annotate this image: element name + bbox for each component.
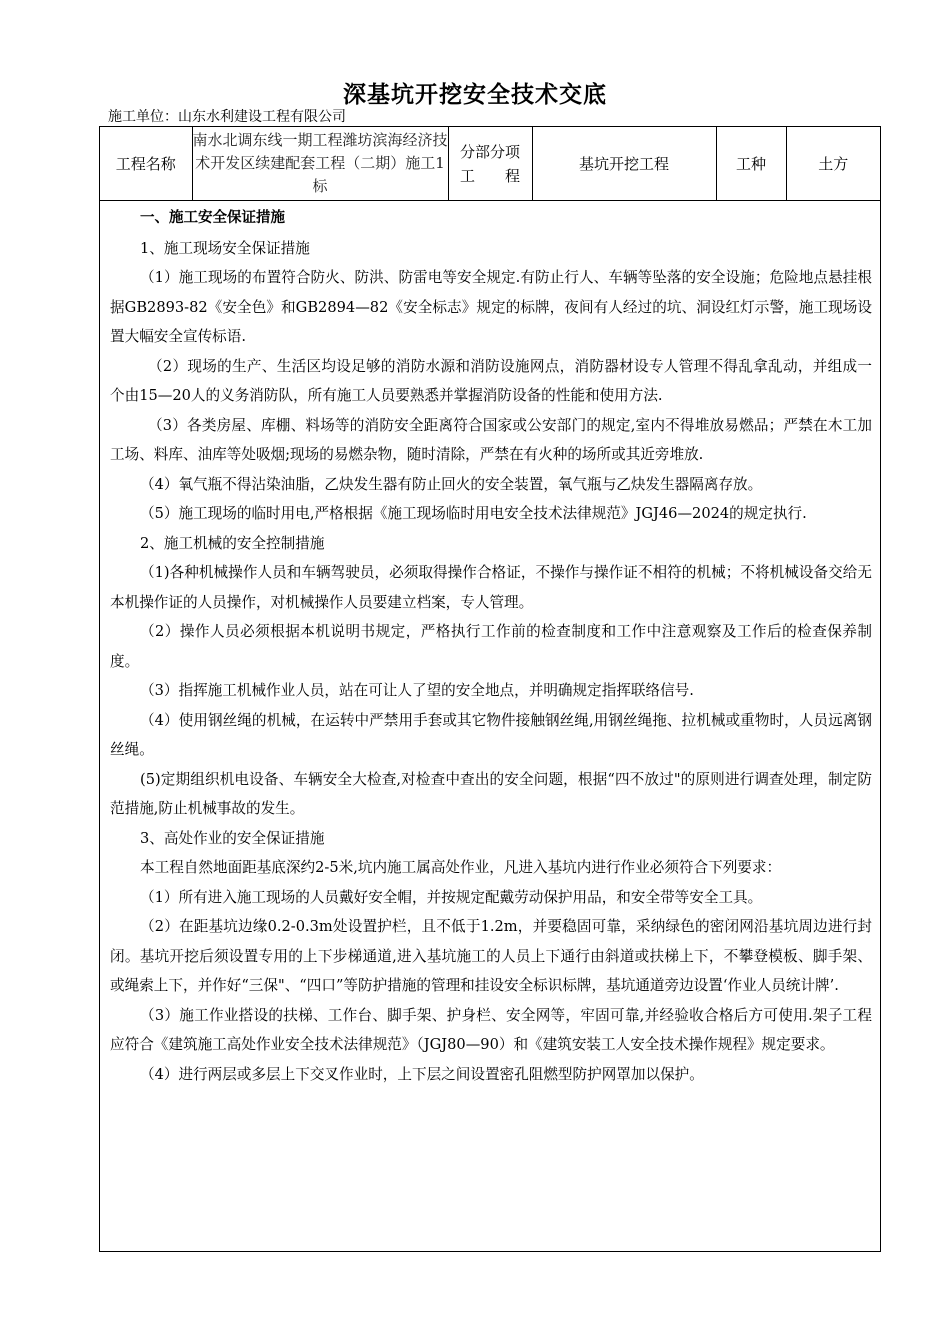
paragraph: （1）施工现场的布置符合防火、防洪、防雷电等安全规定.有防止行人、车辆等坠落的安全设施；危险地点悬挂根据GB2893-82《安全色》和GB2894—82《安全标志》规定的标牌，夜间有人经过的坑、洞设红灯示警，施工现场设置大幅安全宣传标语. — [110, 269, 872, 345]
paragraph: （1)各种机械操作人员和车辆驾驶员，必须取得操作合格证，不操作与操作证不相符的机械；不将机械设备交给无本机操作证的人员操作，对机械操作人员要建立档案，专人管理。 — [110, 564, 872, 611]
trade-label: 工种 — [716, 127, 786, 201]
document-title: 深基坑开挖安全技术交底 — [343, 82, 607, 108]
subsection-title-2: 2、施工机械的安全控制措施 — [140, 534, 325, 552]
project-name-label: 工程名称 — [100, 127, 192, 201]
disclosure-form — [99, 126, 881, 1252]
sub-project-label-line1: 分部分项 — [459, 142, 520, 161]
construction-unit: 施工单位：山东水利建设工程有限公司 — [108, 109, 346, 125]
content-body — [110, 204, 872, 1089]
subsection-title-1: 1、施工现场安全保证措施 — [140, 239, 310, 257]
paragraph: 本工程自然地面距基底深约2-5米,坑内施工属高处作业，凡进入基坑内进行作业必须符合下列要求： — [140, 859, 782, 876]
sub-project-label-line2: 工 程 — [459, 166, 520, 185]
paragraph: (5)定期组织机电设备、车辆安全大检查,对检查中查出的安全问题，根据“四不放过"的原则进行调查处理，制定防范措施,防止机械事故的发生。 — [110, 770, 872, 817]
sub-project-label — [448, 127, 532, 201]
section-heading: 一、施工安全保证措施 — [140, 210, 285, 226]
header-table — [100, 127, 880, 201]
sub-project-value: 基坑开挖工程 — [532, 127, 716, 201]
paragraph: （5）施工现场的临时用电,严格根据《施工现场临时用电安全技术法律规范》JGJ46—2024的规定执行. — [140, 505, 807, 522]
trade-value: 土方 — [786, 127, 880, 201]
paragraph: （2）现场的生产、生活区均设足够的消防水源和消防设施网点，消防器材设专人管理不得乱拿乱动，并组成一个由15—20人的义务消防队，所有施工人员要熟悉并掌握消防设备的性能和使用方法. — [110, 357, 872, 404]
paragraph: （3）施工作业搭设的扶梯、工作台、脚手架、护身栏、安全网等，牢固可靠,并经验收合格后方可使用.架子工程应符合《建筑施工高处作业安全技术法律规范》（JGJ80—90）和《建筑安装工人安全技术操作规程》规定要求。 — [110, 1006, 872, 1053]
paragraph: （2）操作人员必须根据本机说明书规定，严格执行工作前的检查制度和工作中注意观察及工作后的检查保养制度。 — [110, 623, 872, 670]
paragraph: （4）进行两层或多层上下交叉作业时，上下层之间设置密孔阻燃型防护网罩加以保护。 — [140, 1065, 704, 1083]
paragraph: （3）各类房屋、库棚、料场等的消防安全距离符合国家或公安部门的规定,室内不得堆放易燃品；严禁在木工加工场、料库、油库等处吸烟;现场的易燃杂物，随时清除，严禁在有火种的场所或其近旁堆放. — [110, 416, 872, 463]
paragraph: （2）在距基坑边缘0.2-0.3m处设置护栏，且不低于1.2m，并要稳固可靠，采纳绿色的密闭网沿基坑周边进行封闭。基坑开挖后须设置专用的上下步梯通道,进入基坑施工的人员上下通行由斜道或扶梯上下，不攀登模板、脚手架、或绳索上下，并作好“三保"、“四口”等防护措施的管理和挂设安全标识标牌，基坑通道旁边设置‘作业人员统计牌’. — [110, 918, 872, 994]
subsection-title-3: 3、高处作业的安全保证措施 — [140, 829, 325, 847]
paragraph: （1）所有进入施工现场的人员戴好安全帽，并按规定配戴劳动保护用品，和安全带等安全工具。 — [140, 888, 763, 906]
paragraph: （4）使用钢丝绳的机械，在运转中严禁用手套或其它物件接触钢丝绳,用钢丝绳拖、拉机械或重物时，人员远离钢丝绳。 — [110, 711, 872, 758]
project-name-value: 南水北调东线一期工程潍坊滨海经济技术开发区续建配套工程（二期）施工1标 — [192, 127, 448, 201]
paragraph: （3）指挥施工机械作业人员，站在可让人了望的安全地点，并明确规定指挥联络信号. — [140, 682, 694, 699]
paragraph: （4）氧气瓶不得沾染油脂，乙炔发生器有防止回火的安全装置，氧气瓶与乙炔发生器隔离存放。 — [140, 475, 763, 493]
